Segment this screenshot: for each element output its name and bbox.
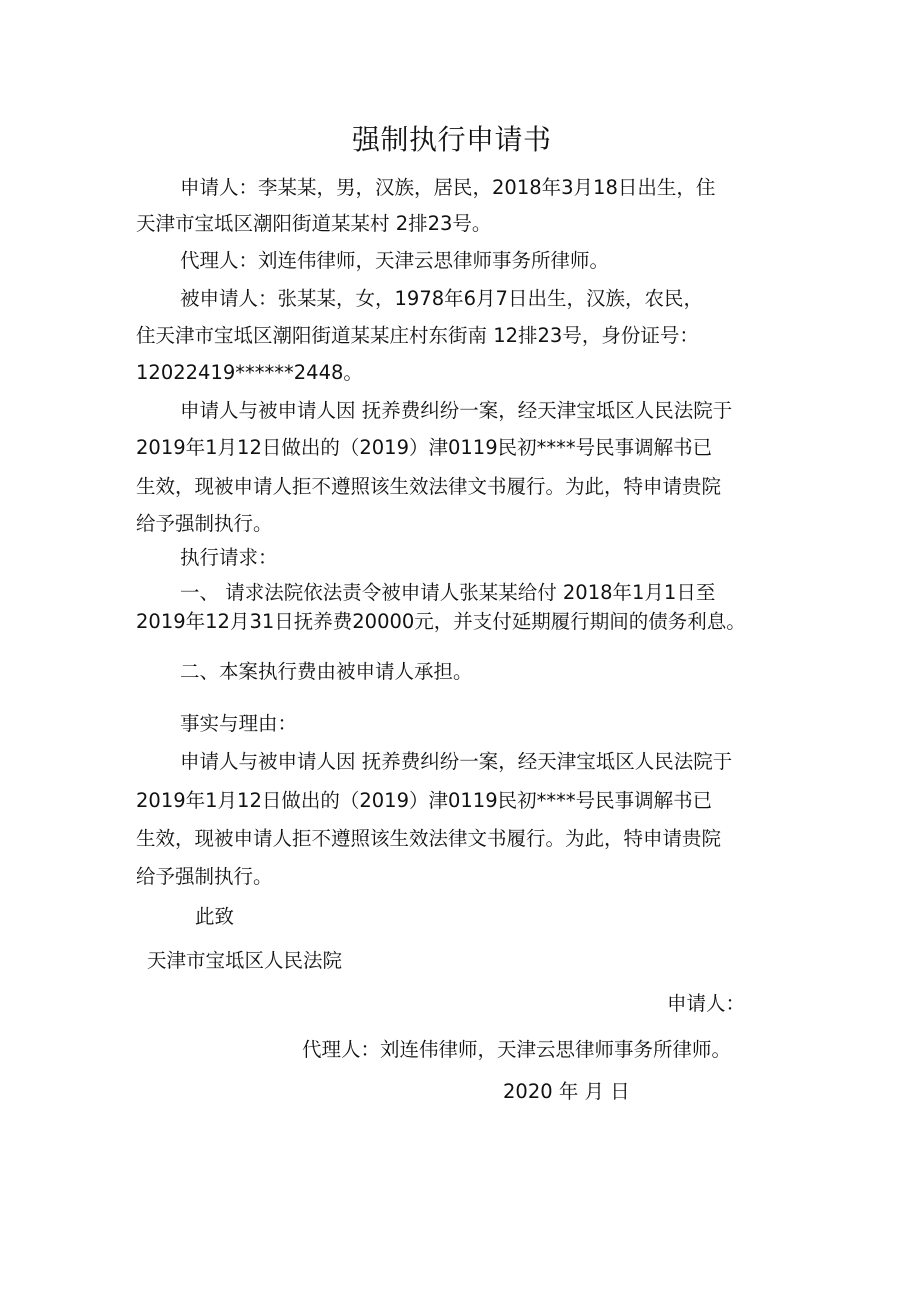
facts-heading: 事实与理由： (180, 712, 298, 735)
agent-signature: 代理人：刘连伟律师，天津云思律师事务所律师。 (302, 1038, 732, 1061)
case-paragraph-line-3: 生效，现被申请人拒不遵照该生效法律文书履行。为此，特申请贵院 (136, 475, 722, 498)
case-paragraph-line-1: 申请人与被申请人因 抚养费纠纷一案，经天津宝坻区人民法院于 (180, 399, 733, 422)
agent-line: 代理人：刘连伟律师，天津云思律师事务所律师。 (180, 249, 610, 272)
salutation: 此致 (195, 905, 235, 928)
facts-line-4: 给予强制执行。 (136, 865, 273, 888)
applicant-line-2: 天津市宝坻区潮阳街道某某村 2排23号。 (136, 212, 492, 235)
facts-line-1: 申请人与被申请人因 抚养费纠纷一案，经天津宝坻区人民法院于 (180, 750, 733, 773)
document-title: 强制执行申请书 (352, 123, 552, 156)
case-paragraph-line-2: 2019年1月12日做出的（2019）津0119民初****号民事调解书已 (136, 436, 713, 459)
facts-line-3: 生效，现被申请人拒不遵照该生效法律文书履行。为此，特申请贵院 (136, 827, 722, 850)
court-name: 天津市宝坻区人民法院 (147, 949, 343, 972)
respondent-line-1: 被申请人：张某某，女，1978年6月7日出生，汉族，农民， (180, 287, 703, 310)
facts-line-2: 2019年1月12日做出的（2019）津0119民初****号民事调解书已 (136, 789, 713, 812)
signer-label: 申请人： (667, 992, 746, 1015)
signing-date: 2020 年 月 日 (503, 1080, 630, 1103)
requests-heading: 执行请求： (180, 546, 278, 569)
respondent-line-3: 12022419******2448。 (136, 361, 363, 384)
request-item-1-line-1: 一、 请求法院依法责令被申请人张某某给付 2018年1月1日至 (180, 581, 716, 604)
respondent-line-2: 住天津市宝坻区潮阳街道某某庄村东街南 12排23号，身份证号： (136, 324, 699, 347)
request-item-1-line-2: 2019年12月31日抚养费20000元，并支付延期履行期间的债务利息。 (136, 610, 746, 633)
request-item-2: 二、本案执行费由被申请人承担。 (180, 660, 473, 683)
applicant-line-1: 申请人：李某某，男，汉族，居民，2018年3月18日出生，住 (180, 176, 716, 199)
case-paragraph-line-4: 给予强制执行。 (136, 512, 273, 535)
